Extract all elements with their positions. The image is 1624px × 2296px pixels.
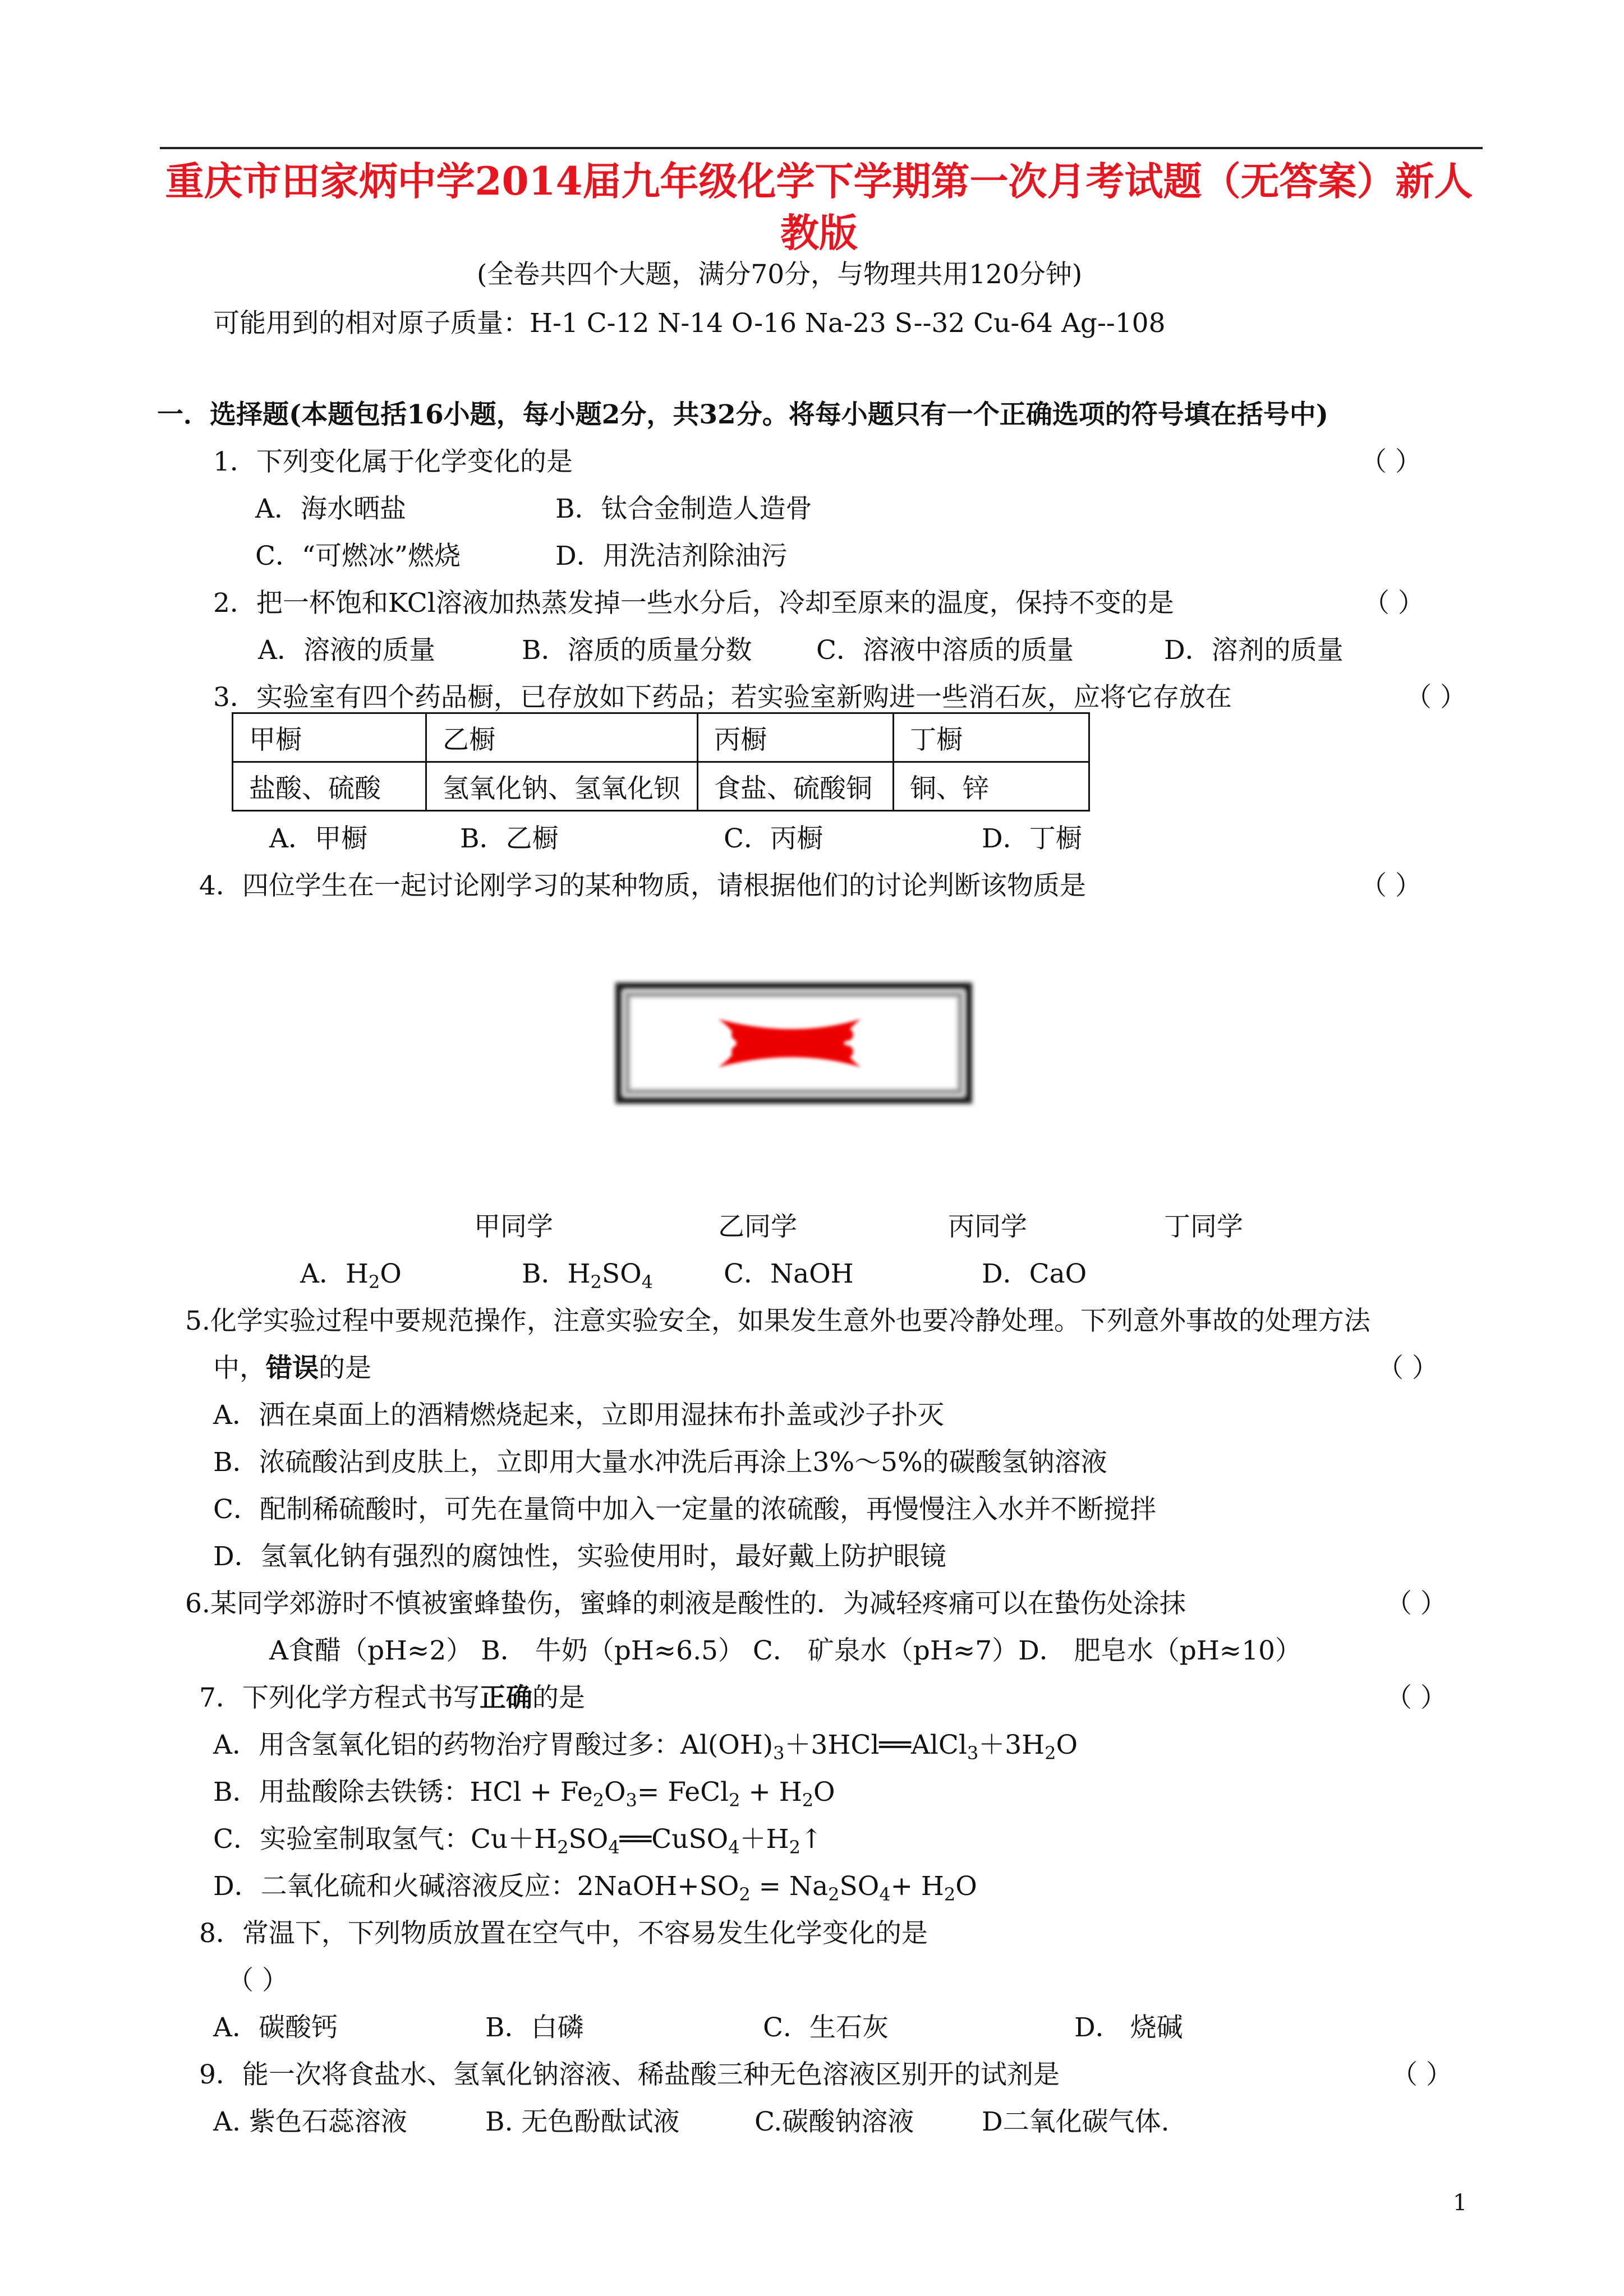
table-cell: 食盐、硫酸铜 (698, 762, 894, 811)
q1-bracket: （ ） (1360, 446, 1421, 477)
q7-option-c: C．实验室制取氢气：$Cu+H_2SO_4══CuSO_4+H_2↑$ (213, 1824, 823, 1858)
q9-option-b: B. 无色酚酞试液 (485, 2106, 680, 2137)
q4-option-d: D．CaO (982, 1258, 1087, 1289)
q7-option-a: A．用含氢氧化铝的药物治疗胃酸过多：$Al(OH)_3+3HCl══AlCl_3+3H_2O$ (213, 1730, 1078, 1764)
q7-option-d: D．二氧化硫和火碱溶液反应：$2NaOH+SO_2 = Na_2SO_4+ H_2O$ (213, 1871, 977, 1905)
exam-title: 重庆市田家炳中学2014届九年级化学下学期第一次月考试题（无答案）新人教版 (165, 159, 1473, 256)
missing-image-placeholder (611, 979, 976, 1108)
q8-option-c: C．生石灰 (763, 2012, 889, 2043)
table-cell: 乙橱 (426, 713, 698, 762)
q4-option-c: C．NaOH (724, 1258, 854, 1289)
q9-bracket: （ ） (1391, 2059, 1452, 2090)
table-cell: 甲橱 (233, 713, 426, 762)
q2-option-a: A．溶液的质量 (258, 635, 435, 666)
q3-bracket: （ ） (1405, 682, 1466, 713)
q2-stem: 2．把一杯饱和KCl溶液加热蒸发掉一些水分后，冷却至原来的温度，保持不变的是 (213, 588, 1174, 619)
student-ding: 丁同学 (1164, 1211, 1243, 1242)
section1-heading: 一．选择题(本题包括16小题，每小题2分，共32分。将每小题只有一个正确选项的符号填在括号中) (157, 399, 1328, 430)
q4-option-a: A．$H_2O$ (300, 1258, 402, 1293)
q7-stem: 7．下列化学方程式书写正确的是 (199, 1682, 585, 1713)
q6-options: A食醋（pH≈2） B． 牛奶（pH≈6.5） C． 矿泉水（pH≈7）D． 肥皂水（pH≈10） (269, 1635, 1301, 1666)
q8-bracket: （ ） (227, 1965, 288, 1996)
table-cell: 盐酸、硫酸 (233, 762, 426, 811)
q7-option-b: B．用盐酸除去铁锈：HCl + $Fe_2O_3=$ FeCl$_2$ + $H_2O$ (213, 1777, 835, 1811)
table-header-row (233, 713, 1089, 762)
q3-option-d: D．丁橱 (982, 823, 1082, 854)
q4-option-b: B．$H_2SO_4$ (522, 1258, 653, 1293)
student-jia: 甲同学 (474, 1211, 553, 1242)
q3-option-b: B．乙橱 (460, 823, 559, 854)
q1-option-c: C．“可燃冰”燃烧 (255, 541, 461, 571)
table-cell: 丁橱 (894, 713, 1089, 762)
q6-bracket: （ ） (1386, 1588, 1447, 1619)
page-number: 1 (1453, 2190, 1467, 2216)
q7-bracket: （ ） (1386, 1682, 1447, 1713)
q8-option-d: D． 烧碱 (1074, 2012, 1183, 2043)
q3-option-c: C．丙橱 (724, 823, 823, 854)
q1-stem: 1．下列变化属于化学变化的是 (213, 446, 573, 477)
q2-option-b: B．溶质的质量分数 (522, 635, 752, 666)
q8-option-a: A．碳酸钙 (213, 2012, 338, 2043)
q5-option-a: A．洒在桌面上的酒精燃烧起来，立即用湿抹布扑盖或沙子扑灭 (213, 1400, 944, 1431)
q5-stem-line1: 5.化学实验过程中要规范操作，注意实验安全，如果发生意外也要冷静处理。下列意外事故的处理方法 (185, 1306, 1370, 1336)
header-rule (160, 147, 1483, 149)
q5-stem-line2: 中，错误的是 (213, 1353, 371, 1384)
q4-bracket: （ ） (1360, 870, 1421, 901)
q2-option-c: C．溶液中溶质的质量 (816, 635, 1074, 666)
exam-intro: (全卷共四个大题，满分70分，与物理共用120分钟) (477, 259, 1083, 290)
student-yi: 乙同学 (718, 1211, 797, 1242)
table-row (233, 762, 1089, 811)
q2-option-d: D．溶剂的质量 (1164, 635, 1344, 666)
q9-stem: 9．能一次将食盐水、氢氧化钠溶液、稀盐酸三种无色溶液区别开的试剂是 (199, 2059, 1060, 2090)
q9-option-c: C.碳酸钠溶液 (755, 2106, 914, 2137)
q8-option-b: B．白磷 (485, 2012, 584, 2043)
q3-stem: 3．实验室有四个药品橱，已存放如下药品；若实验室新购进一些消石灰，应将它存放在 (213, 682, 1232, 713)
q4-stem: 4．四位学生在一起讨论刚学习的某种物质，请根据他们的讨论判断该物质是 (199, 870, 1086, 901)
q3-option-a: A．甲橱 (269, 823, 367, 854)
q5-bracket: （ ） (1377, 1353, 1438, 1384)
q1-option-a: A．海水晒盐 (255, 494, 406, 524)
student-bing: 丙同学 (948, 1211, 1027, 1242)
atomic-masses: 可能用到的相对原子质量：H-1 C-12 N-14 O-16 Na-23 S--32 Cu-64 Ag--108 (213, 308, 1166, 339)
table-cell: 丙橱 (698, 713, 894, 762)
q6-stem: 6.某同学郊游时不慎被蜜蜂蛰伤，蜜蜂的刺液是酸性的．为减轻疼痛可以在蛰伤处涂抹 (185, 1588, 1186, 1619)
q3-cabinet-table (232, 712, 1090, 812)
table-cell: 铜、锌 (894, 762, 1089, 811)
q9-option-d: D二氧化碳气体. (982, 2106, 1170, 2137)
q5-option-c: C．配制稀硫酸时，可先在量筒中加入一定量的浓硫酸，再慢慢注入水并不断搅拌 (213, 1494, 1156, 1525)
q1-option-d: D．用洗洁剂除油污 (555, 541, 788, 571)
q9-option-a: A. 紫色石蕊溶液 (213, 2106, 407, 2137)
q5-option-b: B．浓硫酸沾到皮肤上，立即用大量水冲洗后再涂上3%～5%的碳酸氢钠溶液 (213, 1447, 1107, 1478)
q5-option-d: D．氢氧化钠有强烈的腐蚀性，实验使用时，最好戴上防护眼镜 (213, 1541, 946, 1572)
q8-stem: 8．常温下，下列物质放置在空气中，不容易发生化学变化的是 (199, 1918, 928, 1949)
q1-option-b: B．钛合金制造人造骨 (555, 494, 812, 524)
table-cell: 氢氧化钠、氢氧化钡 (426, 762, 698, 811)
q2-bracket: （ ） (1363, 588, 1424, 619)
